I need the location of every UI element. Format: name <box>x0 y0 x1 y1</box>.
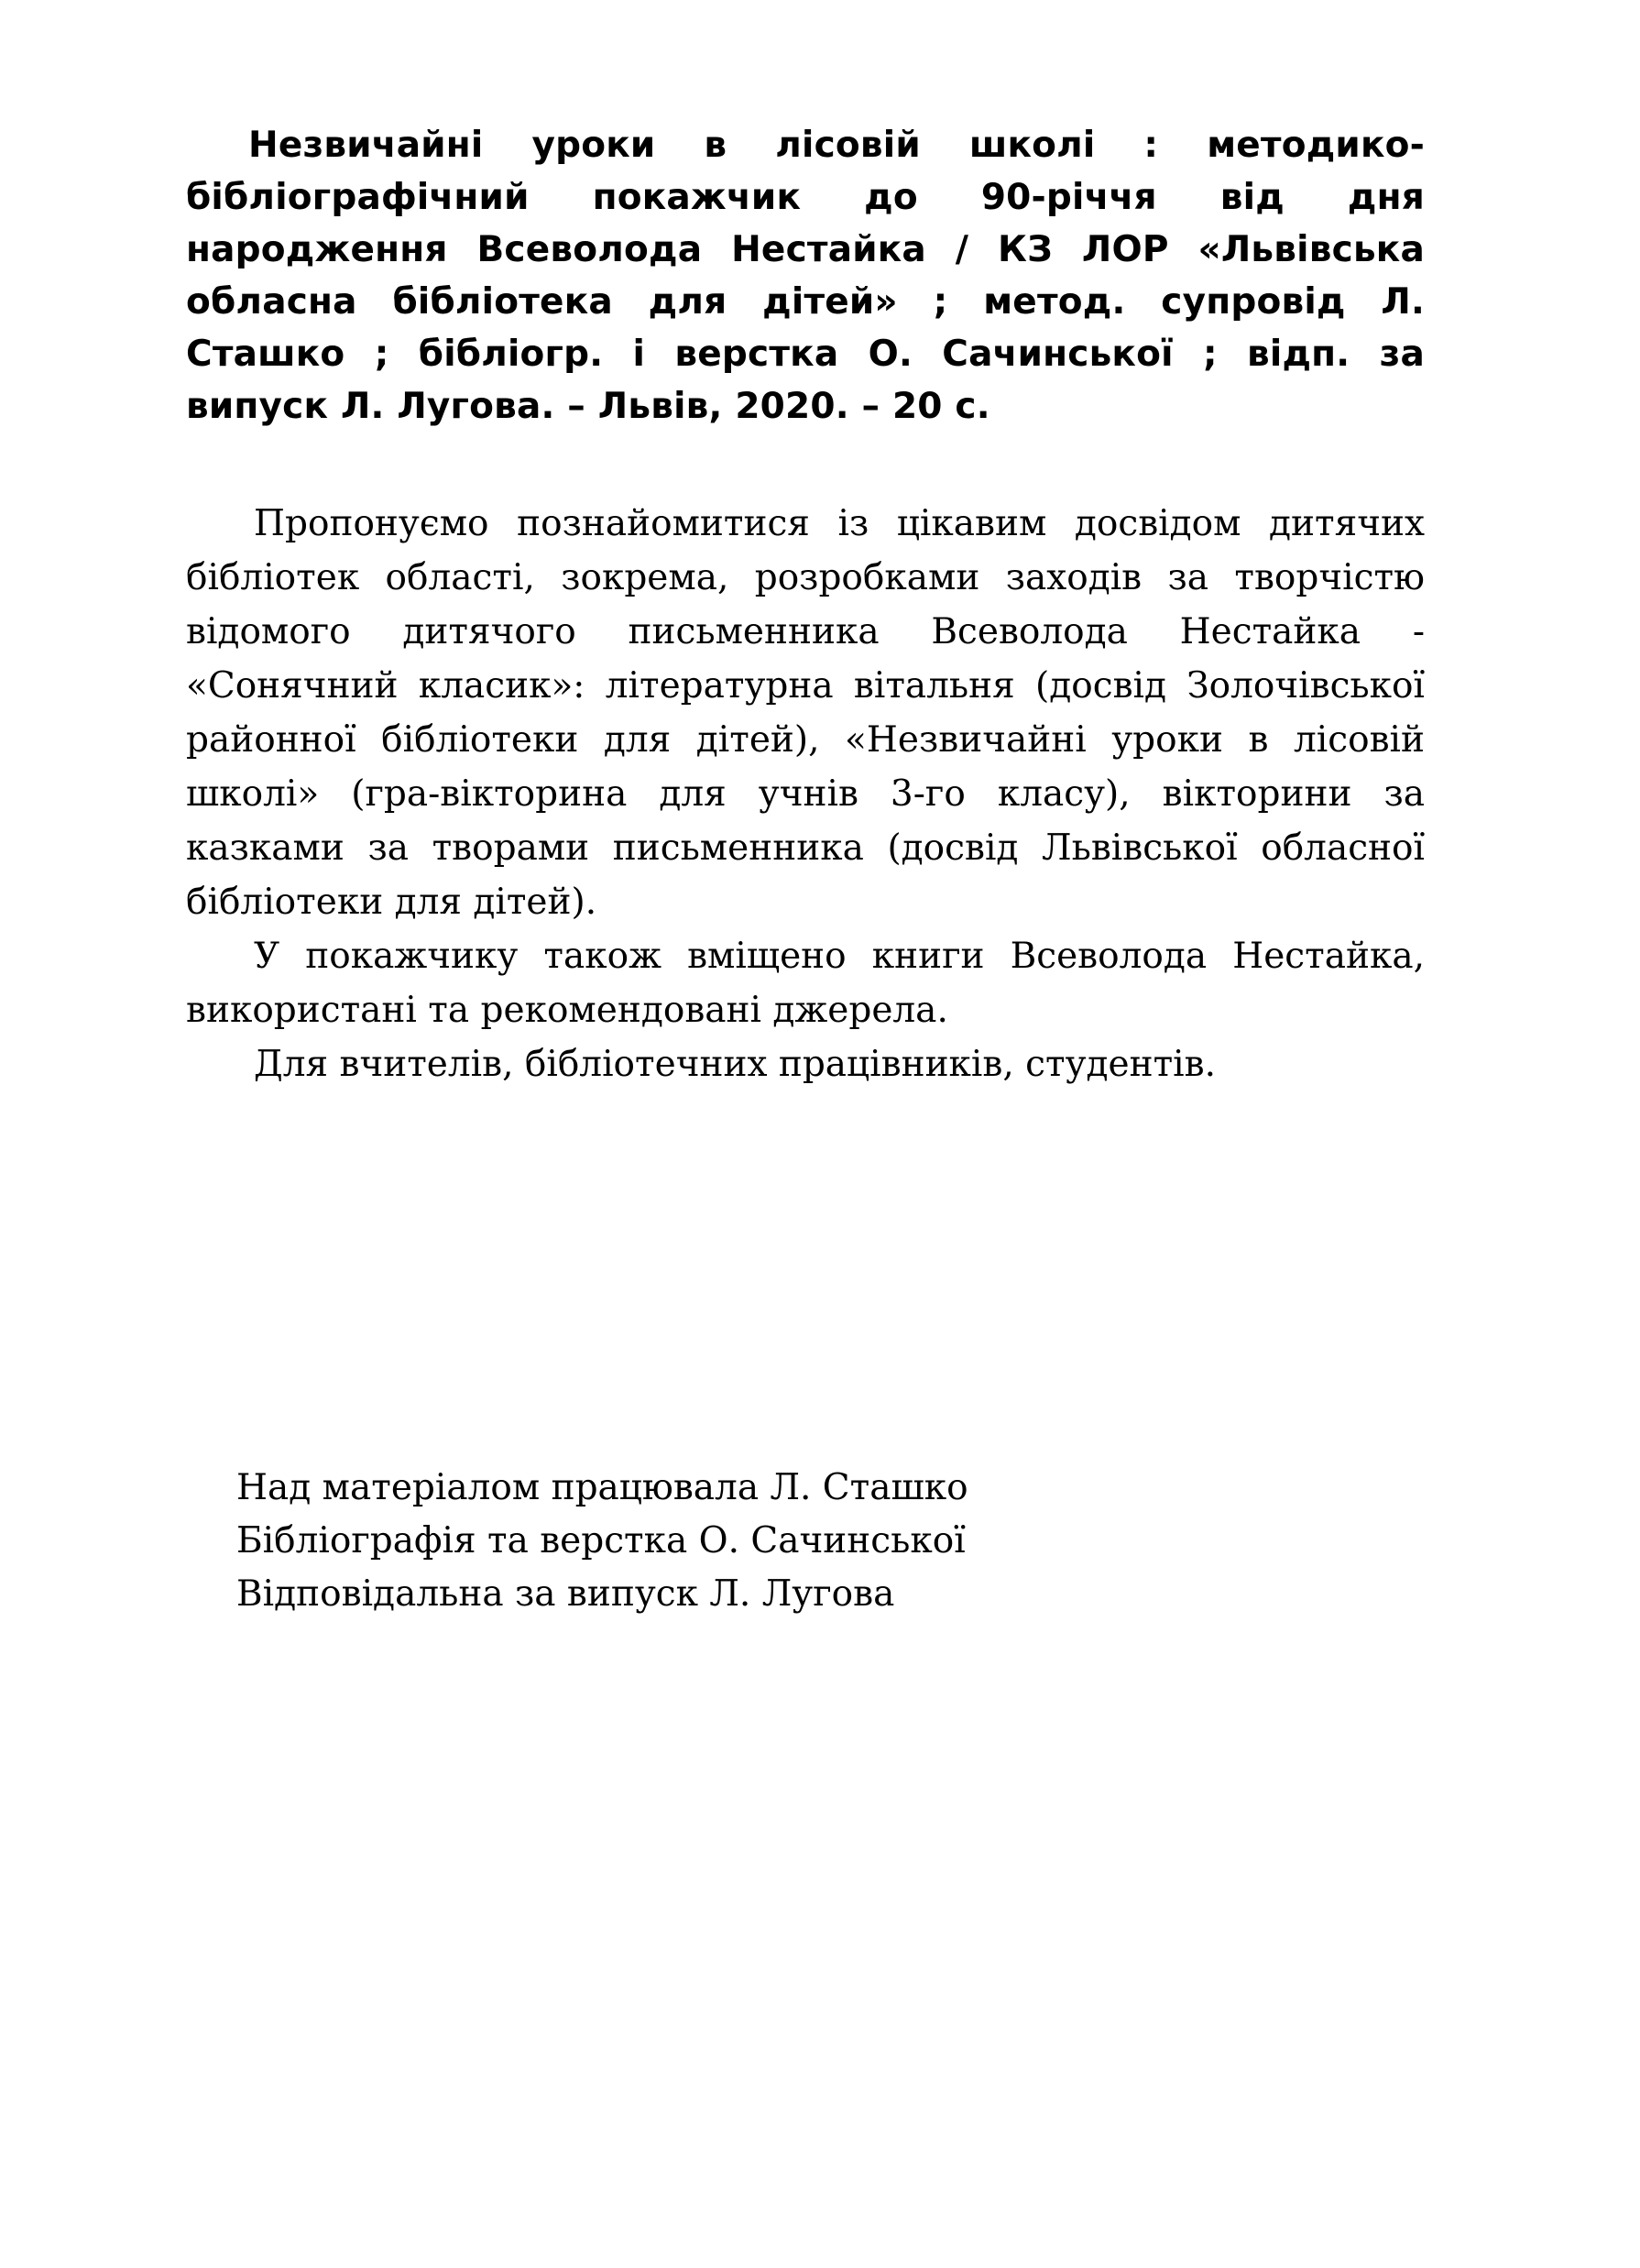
credit-responsible-editor: Відповідальна за випуск Л. Лугова <box>236 1573 895 1615</box>
annotation-block <box>186 497 1425 1091</box>
annotation-paragraph-contents: У покажчику також вміщено книги Всеволода Нестайка, використані та рекомендовані джерела. <box>186 936 1425 1031</box>
annotation-paragraph-description: Пропонуємо познайомитися із цікавим досвідом дитячих бібліотек області, зокрема, розробками заходів за творчістю відомого дитячого письменника Всеволода Нестайка - «Сонячний класик»: літературна вітальня (досвід Золочівської районної бібліотеки для дітей), «Незвичайні уроки в лісовій школі» (гра-вікторина для учнів 3-го класу), вікторини за казками за творами письменника (досвід Львівської обласної бібліотеки для дітей). <box>186 503 1425 923</box>
credit-compiler: Над матеріалом працювала Л. Сташко <box>236 1467 968 1508</box>
credits-block <box>236 1462 1244 1621</box>
credit-bibliography-layout: Бібліографія та верстка О. Сачинської <box>236 1520 966 1561</box>
annotation-paragraph-audience: Для вчителів, бібліотечних працівників, студентів. <box>254 1044 1217 1085</box>
bibliographic-record: Незвичайні уроки в лісовій школі : методико-бібліографічний покажчик до 90-річчя від дня народження Всеволода Нестайка / КЗ ЛОР «Львівська обласна бібліотека для дітей» ; метод. супровід Л. Сташко ; бібліогр. і верстка О. Сачинської ; відп. за випуск Л. Лугова. – Львів, 2020. – 20 с. <box>186 125 1425 427</box>
